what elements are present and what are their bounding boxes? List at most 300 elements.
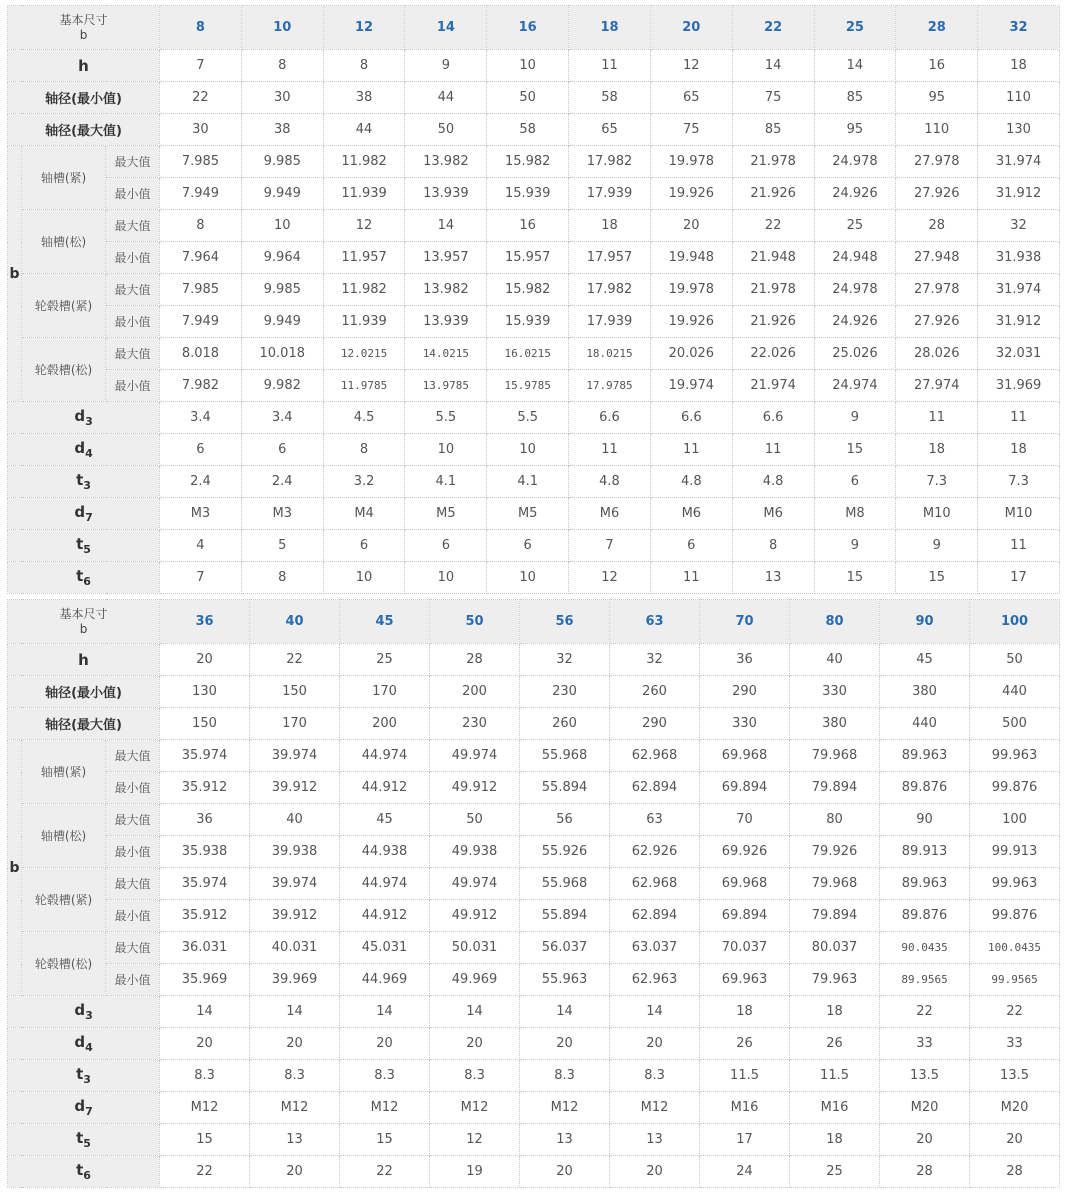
value-cell: 7 [160, 50, 242, 82]
value-cell: 89.963 [880, 740, 970, 772]
value-cell: 79.968 [790, 868, 880, 900]
value-cell: 18 [790, 996, 880, 1028]
value-cell: 8.3 [430, 1060, 520, 1092]
value-cell: 13 [250, 1124, 340, 1156]
value-cell: 31.974 [978, 146, 1060, 178]
value-cell: 27.978 [896, 146, 978, 178]
value-cell: 28 [896, 210, 978, 242]
value-cell: 170 [340, 676, 430, 708]
value-cell: 200 [340, 708, 430, 740]
row-label: h [8, 644, 160, 676]
value-cell: 330 [700, 708, 790, 740]
size-header-cell: 36 [160, 600, 250, 644]
value-cell: 99.9565 [970, 964, 1060, 996]
value-cell: 11 [732, 434, 814, 466]
value-cell: M3 [241, 498, 323, 530]
value-cell: 30 [160, 114, 242, 146]
value-cell: M12 [340, 1092, 430, 1124]
value-cell: 20 [250, 1156, 340, 1188]
value-cell: 24.948 [814, 242, 896, 274]
value-cell: 44.912 [340, 900, 430, 932]
value-cell: 12.0215 [323, 338, 405, 370]
symbol-label [8, 996, 160, 1028]
value-cell: 9.985 [241, 146, 323, 178]
value-cell: 11 [978, 402, 1060, 434]
value-cell: M6 [650, 498, 732, 530]
value-cell: 6 [814, 466, 896, 498]
header-row [8, 600, 1060, 644]
key-dimension-table [7, 599, 1060, 1188]
value-cell: 150 [160, 708, 250, 740]
size-header-cell: 14 [405, 6, 487, 50]
value-cell: 69.926 [700, 836, 790, 868]
value-cell: 22 [880, 996, 970, 1028]
value-cell: 9.985 [241, 274, 323, 306]
value-cell: 33 [880, 1028, 970, 1060]
value-cell: 19.978 [650, 274, 732, 306]
symbol-label [8, 562, 160, 594]
value-cell: 8.3 [250, 1060, 340, 1092]
size-header-cell: 70 [700, 600, 790, 644]
value-cell: 15.957 [487, 242, 569, 274]
value-cell: 13.939 [405, 178, 487, 210]
value-cell: 10 [323, 562, 405, 594]
value-cell: 44.974 [340, 740, 430, 772]
size-header-cell: 80 [790, 600, 880, 644]
value-cell: 35.974 [160, 868, 250, 900]
size-header-cell: 8 [160, 6, 242, 50]
value-cell: 39.912 [250, 772, 340, 804]
value-cell: 31.974 [978, 274, 1060, 306]
row-label: 轴径(最大值) [8, 708, 160, 740]
value-cell: 380 [790, 708, 880, 740]
value-cell: 150 [250, 676, 340, 708]
symbol-letter: d [74, 503, 86, 521]
size-header-cell: 63 [610, 600, 700, 644]
value-cell: 20 [250, 1028, 340, 1060]
value-cell: 18 [790, 1124, 880, 1156]
value-cell: 35.912 [160, 772, 250, 804]
value-cell: 7.985 [160, 274, 242, 306]
value-cell: 10 [487, 562, 569, 594]
size-header-cell: 25 [814, 6, 896, 50]
value-cell: 50 [487, 82, 569, 114]
value-cell: 7 [160, 562, 242, 594]
value-cell: 20 [520, 1156, 610, 1188]
value-cell: 7.985 [160, 146, 242, 178]
value-cell: 21.974 [732, 370, 814, 402]
value-cell: 80.037 [790, 932, 880, 964]
limit-label: 最大值 [106, 146, 160, 178]
table-row [8, 772, 1060, 804]
size-header-cell: 56 [520, 600, 610, 644]
value-cell: 17 [978, 562, 1060, 594]
size-header-cell: 18 [569, 6, 651, 50]
value-cell: 55.894 [520, 772, 610, 804]
value-cell: 50 [970, 644, 1060, 676]
value-cell: 14.0215 [405, 338, 487, 370]
symbol-subscript: 6 [83, 1169, 91, 1182]
value-cell: 110 [896, 114, 978, 146]
value-cell: 6 [241, 434, 323, 466]
table-row [8, 868, 1060, 900]
value-cell: 25 [790, 1156, 880, 1188]
value-cell: 130 [978, 114, 1060, 146]
value-cell: 99.876 [970, 772, 1060, 804]
value-cell: 10 [487, 434, 569, 466]
row-label: 轴径(最小值) [8, 676, 160, 708]
value-cell: 14 [610, 996, 700, 1028]
value-cell: 27.974 [896, 370, 978, 402]
value-cell: 95 [896, 82, 978, 114]
value-cell: 50 [405, 114, 487, 146]
value-cell: 11 [896, 402, 978, 434]
value-cell: 13 [732, 562, 814, 594]
value-cell: 15 [340, 1124, 430, 1156]
table-row [8, 466, 1060, 498]
value-cell: M12 [250, 1092, 340, 1124]
value-cell: 7.3 [896, 466, 978, 498]
value-cell: 9.949 [241, 178, 323, 210]
table-row [8, 434, 1060, 466]
value-cell: 17.939 [569, 178, 651, 210]
value-cell: 33 [970, 1028, 1060, 1060]
value-cell: 20 [340, 1028, 430, 1060]
value-cell: 20.026 [650, 338, 732, 370]
value-cell: 8.3 [160, 1060, 250, 1092]
value-cell: 62.968 [610, 740, 700, 772]
value-cell: 8.3 [520, 1060, 610, 1092]
value-cell: 56.037 [520, 932, 610, 964]
value-cell: 11 [978, 530, 1060, 562]
basic-size-header [8, 600, 160, 644]
value-cell: 6.6 [569, 402, 651, 434]
value-cell: 14 [814, 50, 896, 82]
value-cell: 24.974 [814, 370, 896, 402]
limit-label: 最大值 [106, 210, 160, 242]
value-cell: 20 [610, 1028, 700, 1060]
value-cell: 63 [610, 804, 700, 836]
value-cell: 35.974 [160, 740, 250, 772]
value-cell: 230 [520, 676, 610, 708]
value-cell: M10 [896, 498, 978, 530]
limit-label: 最小值 [106, 306, 160, 338]
table-row [8, 306, 1060, 338]
value-cell: 9.949 [241, 306, 323, 338]
value-cell: 19.926 [650, 178, 732, 210]
value-cell: 14 [250, 996, 340, 1028]
table-row [8, 644, 1060, 676]
symbol-label [8, 1092, 160, 1124]
value-cell: 6 [650, 530, 732, 562]
value-cell: 70 [700, 804, 790, 836]
value-cell: 22 [160, 82, 242, 114]
value-cell: 11 [569, 434, 651, 466]
value-cell: 55.963 [520, 964, 610, 996]
value-cell: 14 [430, 996, 520, 1028]
value-cell: 8 [241, 562, 323, 594]
value-cell: 28 [970, 1156, 1060, 1188]
value-cell: 15 [814, 434, 896, 466]
value-cell: 25 [814, 210, 896, 242]
table-row [8, 114, 1060, 146]
value-cell: 7.949 [160, 306, 242, 338]
value-cell: 39.969 [250, 964, 340, 996]
value-cell: 12 [650, 50, 732, 82]
value-cell: 90.0435 [880, 932, 970, 964]
limit-label: 最大值 [106, 338, 160, 370]
value-cell: 70.037 [700, 932, 790, 964]
value-cell: 8 [241, 50, 323, 82]
slot-group-label: 轮毂槽(紧) [22, 274, 106, 338]
value-cell: 13 [520, 1124, 610, 1156]
value-cell: 11 [650, 562, 732, 594]
table-row [8, 932, 1060, 964]
value-cell: 22 [732, 210, 814, 242]
value-cell: 69.968 [700, 740, 790, 772]
value-cell: 14 [405, 210, 487, 242]
value-cell: 89.913 [880, 836, 970, 868]
value-cell: 18 [700, 996, 790, 1028]
value-cell: 10 [405, 562, 487, 594]
value-cell: 24.926 [814, 306, 896, 338]
value-cell: 39.974 [250, 740, 340, 772]
value-cell: 2.4 [160, 466, 242, 498]
value-cell: 8.3 [610, 1060, 700, 1092]
symbol-label [8, 1124, 160, 1156]
basic-size-sublabel: b [79, 621, 88, 636]
value-cell: 25 [340, 644, 430, 676]
value-cell: 89.876 [880, 900, 970, 932]
table-row [8, 530, 1060, 562]
value-cell: 38 [323, 82, 405, 114]
symbol-subscript: 3 [85, 415, 93, 428]
symbol-letter: t [76, 1161, 84, 1179]
row-label: 轴径(最大值) [8, 114, 160, 146]
basic-size-header [8, 6, 160, 50]
value-cell: 44 [405, 82, 487, 114]
value-cell: 260 [610, 676, 700, 708]
value-cell: 14 [340, 996, 430, 1028]
value-cell: 55.968 [520, 868, 610, 900]
value-cell: 100.0435 [970, 932, 1060, 964]
value-cell: 44.912 [340, 772, 430, 804]
value-cell: 69.894 [700, 900, 790, 932]
slot-group-label: 轴槽(紧) [22, 146, 106, 210]
value-cell: 16.0215 [487, 338, 569, 370]
value-cell: 32 [610, 644, 700, 676]
table-row [8, 82, 1060, 114]
value-cell: 10.018 [241, 338, 323, 370]
symbol-subscript: 3 [83, 479, 91, 492]
table-row [8, 1028, 1060, 1060]
limit-label: 最小值 [106, 178, 160, 210]
limit-label: 最大值 [106, 274, 160, 306]
value-cell: 27.978 [896, 274, 978, 306]
value-cell: 62.968 [610, 868, 700, 900]
value-cell: M5 [405, 498, 487, 530]
value-cell: 50.031 [430, 932, 520, 964]
value-cell: 8.3 [340, 1060, 430, 1092]
value-cell: 110 [978, 82, 1060, 114]
value-cell: M4 [323, 498, 405, 530]
value-cell: 17.982 [569, 146, 651, 178]
value-cell: 13.957 [405, 242, 487, 274]
dimension-table-2 [7, 599, 1059, 1188]
value-cell: 24.926 [814, 178, 896, 210]
value-cell: 17.939 [569, 306, 651, 338]
value-cell: 12 [430, 1124, 520, 1156]
value-cell: 22 [250, 644, 340, 676]
value-cell: 99.963 [970, 740, 1060, 772]
limit-label: 最小值 [106, 964, 160, 996]
value-cell: M8 [814, 498, 896, 530]
value-cell: 14 [160, 996, 250, 1028]
value-cell: 15.939 [487, 306, 569, 338]
row-label: h [8, 50, 160, 82]
value-cell: 13.9785 [405, 370, 487, 402]
value-cell: 11.982 [323, 146, 405, 178]
symbol-letter: d [74, 439, 86, 457]
limit-label: 最小值 [106, 772, 160, 804]
value-cell: 31.912 [978, 178, 1060, 210]
header-row [8, 6, 1060, 50]
table-row [8, 338, 1060, 370]
value-cell: M10 [978, 498, 1060, 530]
table-row [8, 178, 1060, 210]
value-cell: 21.978 [732, 146, 814, 178]
value-cell: M12 [520, 1092, 610, 1124]
value-cell: 58 [487, 114, 569, 146]
symbol-subscript: 7 [85, 511, 93, 524]
value-cell: 79.894 [790, 772, 880, 804]
table-row [8, 1156, 1060, 1188]
value-cell: 15 [160, 1124, 250, 1156]
value-cell: 49.974 [430, 868, 520, 900]
size-header-cell: 100 [970, 600, 1060, 644]
value-cell: 10 [241, 210, 323, 242]
value-cell: 36 [700, 644, 790, 676]
value-cell: 26 [700, 1028, 790, 1060]
value-cell: 62.894 [610, 772, 700, 804]
value-cell: 9 [814, 530, 896, 562]
symbol-letter: t [76, 535, 84, 553]
value-cell: 69.894 [700, 772, 790, 804]
table-row [8, 210, 1060, 242]
value-cell: 15 [896, 562, 978, 594]
limit-label: 最大值 [106, 740, 160, 772]
value-cell: 20 [160, 644, 250, 676]
slot-group-label: 轴槽(松) [22, 210, 106, 274]
value-cell: 9 [814, 402, 896, 434]
value-cell: 20 [970, 1124, 1060, 1156]
value-cell: 17.957 [569, 242, 651, 274]
value-cell: 100 [970, 804, 1060, 836]
value-cell: 39.938 [250, 836, 340, 868]
slot-group-label: 轮毂槽(松) [22, 932, 106, 996]
value-cell: 49.938 [430, 836, 520, 868]
value-cell: 10 [405, 434, 487, 466]
value-cell: 17.9785 [569, 370, 651, 402]
value-cell: 15.982 [487, 274, 569, 306]
value-cell: 45 [880, 644, 970, 676]
value-cell: 27.926 [896, 306, 978, 338]
value-cell: 20 [880, 1124, 970, 1156]
value-cell: 55.968 [520, 740, 610, 772]
table-row [8, 964, 1060, 996]
value-cell: 44.974 [340, 868, 430, 900]
value-cell: 4.1 [405, 466, 487, 498]
value-cell: 35.969 [160, 964, 250, 996]
value-cell: 44 [323, 114, 405, 146]
value-cell: 13.5 [880, 1060, 970, 1092]
size-header-cell: 22 [732, 6, 814, 50]
value-cell: 20 [610, 1156, 700, 1188]
symbol-letter: d [74, 1001, 86, 1019]
value-cell: 21.978 [732, 274, 814, 306]
value-cell: 32 [520, 644, 610, 676]
value-cell: 32 [978, 210, 1060, 242]
value-cell: M16 [790, 1092, 880, 1124]
value-cell: 200 [430, 676, 520, 708]
value-cell: 6 [323, 530, 405, 562]
value-cell: 19.974 [650, 370, 732, 402]
value-cell: 19.948 [650, 242, 732, 274]
table-row [8, 50, 1060, 82]
size-header-cell: 28 [896, 6, 978, 50]
value-cell: 36.031 [160, 932, 250, 964]
table-row [8, 676, 1060, 708]
value-cell: 49.969 [430, 964, 520, 996]
value-cell: 13 [610, 1124, 700, 1156]
value-cell: 62.894 [610, 900, 700, 932]
table-row [8, 498, 1060, 530]
value-cell: 9 [896, 530, 978, 562]
value-cell: M20 [970, 1092, 1060, 1124]
value-cell: M5 [487, 498, 569, 530]
symbol-label [8, 1060, 160, 1092]
table-row [8, 402, 1060, 434]
value-cell: 45.031 [340, 932, 430, 964]
value-cell: 44.969 [340, 964, 430, 996]
size-header-cell: 50 [430, 600, 520, 644]
value-cell: 3.4 [160, 402, 242, 434]
value-cell: 21.948 [732, 242, 814, 274]
value-cell: 36 [160, 804, 250, 836]
value-cell: 12 [569, 562, 651, 594]
value-cell: 6.6 [732, 402, 814, 434]
value-cell: 79.926 [790, 836, 880, 868]
value-cell: M6 [569, 498, 651, 530]
symbol-subscript: 3 [85, 1009, 93, 1022]
b-width-label: b [8, 146, 22, 402]
table-row [8, 146, 1060, 178]
value-cell: 19.926 [650, 306, 732, 338]
table-row [8, 804, 1060, 836]
key-dimension-table [7, 5, 1060, 594]
value-cell: 8 [732, 530, 814, 562]
value-cell: 13.982 [405, 146, 487, 178]
value-cell: M20 [880, 1092, 970, 1124]
value-cell: 26 [790, 1028, 880, 1060]
value-cell: 49.974 [430, 740, 520, 772]
value-cell: 440 [970, 676, 1060, 708]
value-cell: 45 [340, 804, 430, 836]
value-cell: 4.1 [487, 466, 569, 498]
value-cell: 31.969 [978, 370, 1060, 402]
size-header-cell: 20 [650, 6, 732, 50]
value-cell: M3 [160, 498, 242, 530]
